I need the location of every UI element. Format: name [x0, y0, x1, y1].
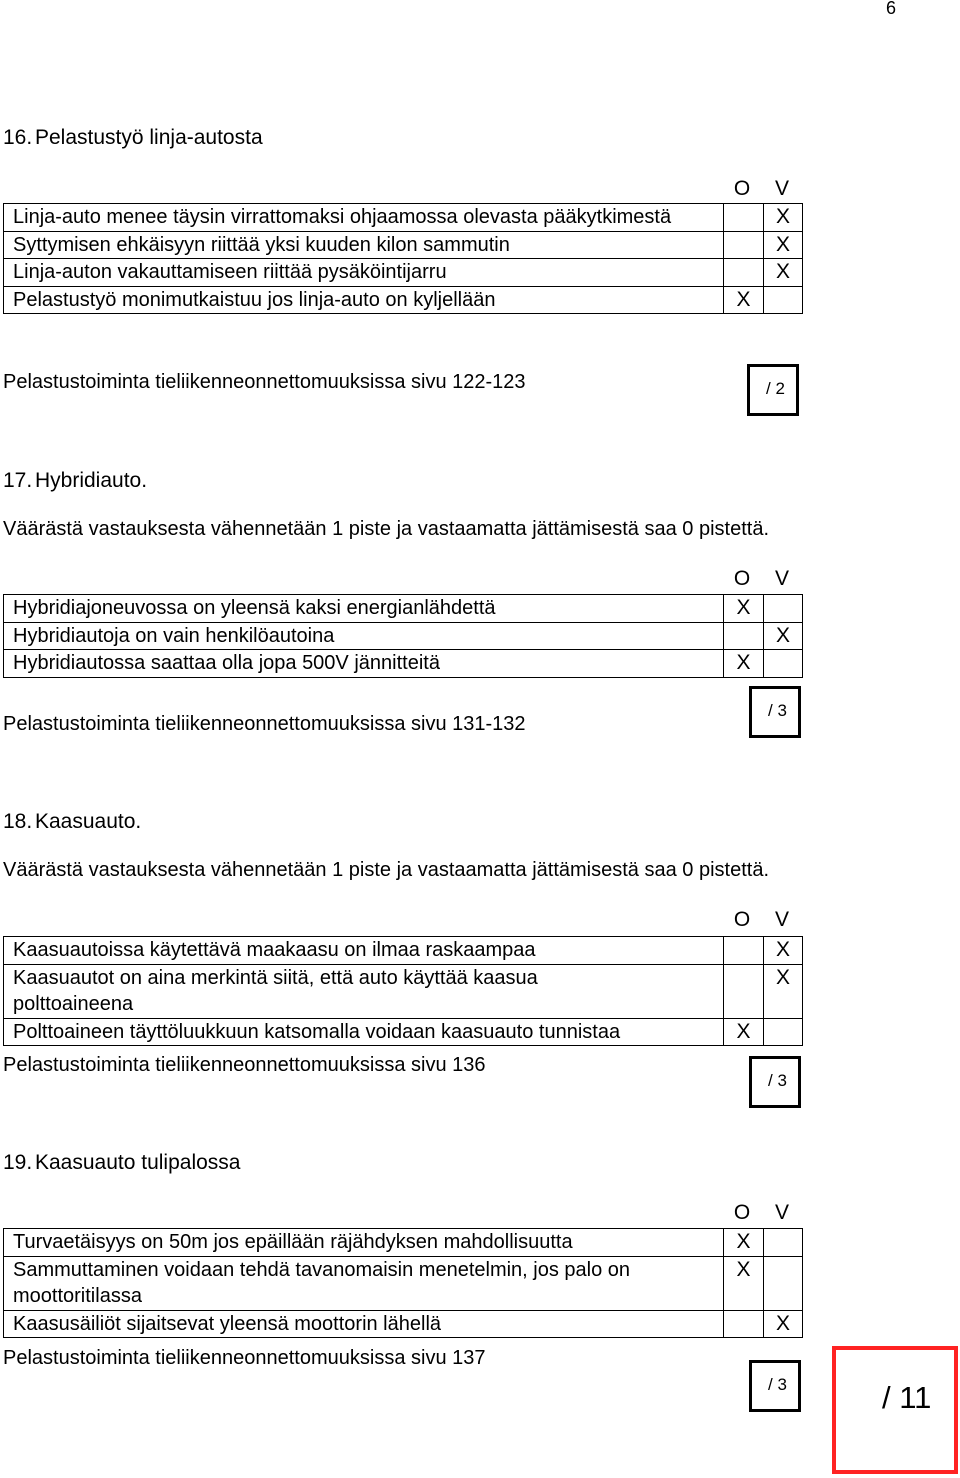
statement-text: Syttymisen ehkäisyyn riittää yksi kuuden kilon sammutin	[4, 231, 724, 259]
question-number: 18.	[3, 810, 33, 833]
table-row	[4, 204, 803, 232]
source-reference: Pelastustoiminta tieliikenneonnettomuuksissa sivu 136	[3, 1054, 486, 1076]
answer-v-cell[interactable]: X	[764, 622, 803, 650]
table-row	[4, 1256, 803, 1310]
table-row	[4, 595, 803, 623]
answer-o-cell[interactable]	[724, 937, 764, 965]
answer-v-cell[interactable]: X	[764, 259, 803, 287]
table-row	[4, 650, 803, 678]
answer-v-cell[interactable]: X	[764, 204, 803, 232]
question-table	[3, 936, 803, 1046]
answer-v-cell[interactable]: X	[764, 964, 803, 1018]
page-number: 6	[886, 0, 897, 18]
table-row	[4, 964, 803, 1018]
answer-header-o: O	[733, 1201, 751, 1224]
statement-text: Sammuttaminen voidaan tehdä tavanomaisin menetelmin, jos palo on moottoritilassa	[4, 1256, 724, 1310]
statement-text: Polttoaineen täyttöluukkuun katsomalla voidaan kaasuauto tunnistaa	[4, 1018, 724, 1046]
answer-v-cell[interactable]: X	[764, 937, 803, 965]
question-number: 17.	[3, 469, 33, 492]
answer-v-cell[interactable]	[764, 650, 803, 678]
score-text: / 3	[768, 1071, 787, 1090]
answer-o-cell[interactable]	[724, 231, 764, 259]
answer-o-cell[interactable]	[724, 622, 764, 650]
question-title	[3, 1151, 240, 1175]
answer-v-cell[interactable]: X	[764, 231, 803, 259]
statement-text: Linja-auto menee täysin virrattomaksi ohjaamossa olevasta pääkytkimestä	[4, 204, 724, 232]
answer-v-cell[interactable]	[764, 1256, 803, 1310]
statement-text: Hybridiautossa saattaa olla jopa 500V jännitteitä	[4, 650, 724, 678]
table-row	[4, 259, 803, 287]
answer-o-cell[interactable]	[724, 259, 764, 287]
source-reference: Pelastustoiminta tieliikenneonnettomuuksissa sivu 137	[3, 1347, 486, 1369]
statement-text: Linja-auton vakauttamiseen riittää pysäköintijarru	[4, 259, 724, 287]
question-title-text: Kaasuauto.	[35, 810, 142, 833]
question-title	[3, 469, 147, 493]
question-number: 16.	[3, 126, 33, 149]
source-reference: Pelastustoiminta tieliikenneonnettomuuksissa sivu 122-123	[3, 371, 526, 393]
answer-o-cell[interactable]: X	[724, 1256, 764, 1310]
statement-text: Hybridiajoneuvossa on yleensä kaksi energianlähdettä	[4, 595, 724, 623]
question-table	[3, 203, 803, 314]
statement-text: Turvaetäisyys on 50m jos epäillään räjähdyksen mahdollisuutta	[4, 1229, 724, 1257]
score-text: / 2	[766, 379, 785, 398]
answer-v-cell[interactable]	[764, 286, 803, 314]
question-number: 19.	[3, 1151, 33, 1174]
score-box[interactable]	[749, 686, 801, 738]
question-table	[3, 1228, 803, 1338]
answer-header-v: V	[774, 1201, 789, 1224]
total-score-box[interactable]	[832, 1346, 958, 1474]
statement-text: Pelastustyö monimutkaistuu jos linja-auto on kyljellään	[4, 286, 724, 314]
score-box[interactable]	[747, 364, 799, 416]
score-text: / 3	[768, 1375, 787, 1394]
question-title	[3, 810, 141, 834]
answer-o-cell[interactable]: X	[724, 1229, 764, 1257]
scoring-instruction: Väärästä vastauksesta vähennetään 1 piste ja vastaamatta jättämisestä saa 0 pistettä.	[3, 859, 770, 881]
scoring-instruction: Väärästä vastauksesta vähennetään 1 piste ja vastaamatta jättämisestä saa 0 pistettä.	[3, 518, 770, 540]
answer-v-cell[interactable]	[764, 595, 803, 623]
table-row	[4, 286, 803, 314]
score-text: / 3	[768, 701, 787, 720]
answer-header-o: O	[733, 908, 751, 931]
statement-text: Kaasuautoissa käytettävä maakaasu on ilmaa raskaampaa	[4, 937, 724, 965]
answer-o-cell[interactable]: X	[724, 1018, 764, 1046]
answer-o-cell[interactable]	[724, 964, 764, 1018]
score-box[interactable]	[749, 1360, 801, 1412]
answer-o-cell[interactable]: X	[724, 595, 764, 623]
table-row	[4, 937, 803, 965]
question-title-text: Pelastustyö linja-autosta	[35, 126, 263, 149]
answer-o-cell[interactable]: X	[724, 286, 764, 314]
question-table	[3, 594, 803, 678]
total-score-text: / 11	[882, 1380, 932, 1415]
table-row	[4, 1310, 803, 1338]
answer-header-v: V	[774, 908, 789, 931]
statement-text: Hybridiautoja on vain henkilöautoina	[4, 622, 724, 650]
answer-header-o: O	[733, 567, 751, 590]
answer-o-cell[interactable]	[724, 1310, 764, 1338]
answer-header-v: V	[774, 567, 789, 590]
answer-v-cell[interactable]	[764, 1229, 803, 1257]
answer-v-cell[interactable]	[764, 1018, 803, 1046]
table-row	[4, 622, 803, 650]
question-title	[3, 126, 263, 150]
answer-o-cell[interactable]: X	[724, 650, 764, 678]
question-title-text: Hybridiauto.	[35, 469, 148, 492]
score-box[interactable]	[749, 1056, 801, 1108]
question-title-text: Kaasuauto tulipalossa	[35, 1151, 241, 1174]
table-row	[4, 1229, 803, 1257]
answer-o-cell[interactable]	[724, 204, 764, 232]
answer-header-v: V	[774, 177, 789, 200]
table-row	[4, 1018, 803, 1046]
statement-text: Kaasusäiliöt sijaitsevat yleensä moottorin lähellä	[4, 1310, 724, 1338]
table-row	[4, 231, 803, 259]
answer-header-o: O	[733, 177, 751, 200]
statement-text: Kaasuautot on aina merkintä siitä, että auto käyttää kaasua polttoaineena	[4, 964, 724, 1018]
answer-v-cell[interactable]: X	[764, 1310, 803, 1338]
source-reference: Pelastustoiminta tieliikenneonnettomuuksissa sivu 131-132	[3, 713, 526, 735]
